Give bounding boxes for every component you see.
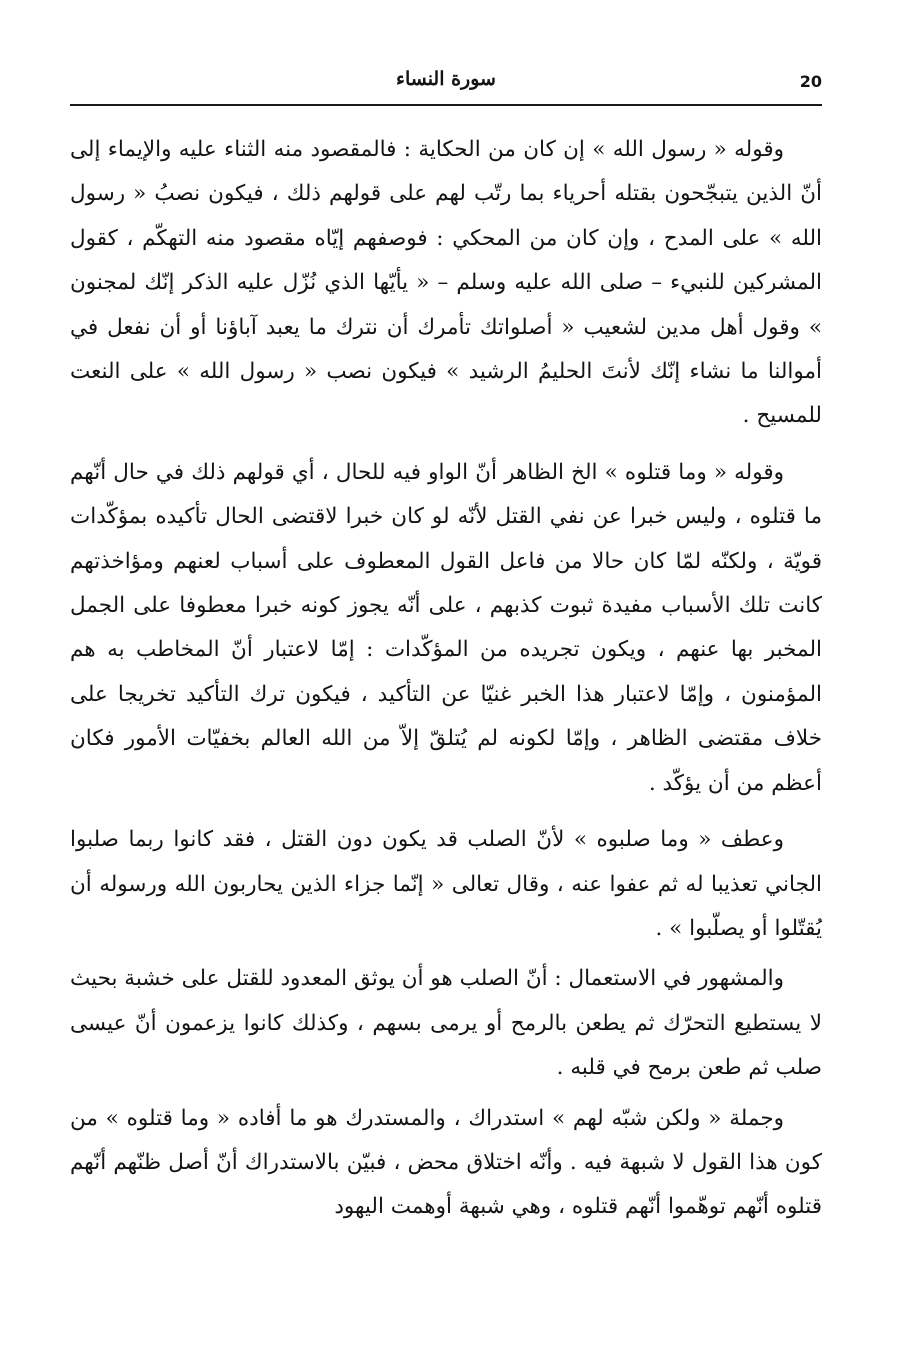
running-title: سورة النساء [396,68,496,90]
body-text [70,128,822,1242]
page-header [70,68,822,106]
page-number: 20 [799,72,822,91]
paragraph-4: والمشهور في الاستعمال : أنّ الصلب هو أن يوثق المعدود للقتل على خشبة بحيث لا يستطيع التحرّك ثم يطعن بالرمح أو يرمى بسهم ، وكذلك كانوا يزعمون أنّ عيسى صلب ثم طعن برمح في قلبه . [70,966,822,1081]
paragraph-5: وجملة « ولكن شبّه لهم » استدراك ، والمستدرك هو ما أفاده « وما قتلوه » من كون هذا القول لا شبهة فيه . وأنّه اختلاق محض ، فبيّن بالاستدراك أنّ أصل ظنّهم أنّهم قتلوه أنّهم توهّموا أنّهم قتلوه ، وهي شبهة أوهمت اليهود [70,1105,822,1220]
paragraph-3: وعطف « وما صلبوه » لأنّ الصلب قد يكون دون القتل ، فقد كانوا ربما صلبوا الجاني تعذيبا له ثم عفوا عنه ، وقال تعالى « إنّما جزاء الذين يحاربون الله ورسوله أن يُقتّلوا أو يصلّبوا » . [70,827,822,941]
paragraph-2: وقوله « وما قتلوه » الخ الظاهر أنّ الواو فيه للحال ، أي قولهم ذلك في حال أنّهم ما قتلوه ، وليس خبرا عن نفي القتل لأنّه لو كان خبرا لاقتضى الحال تأكيده بمؤكّدات قويّة ، ولكنّه لمّا كان حالا من فاعل القول المعطوف على أسباب لعنهم ومؤاخذتهم كانت تلك الأسباب مفيدة ثبوت كذبهم ، على أنّه يجوز كونه خبرا معطوفا على الجمل المخبر بها عنهم ، ويكون تجريده من المؤكّدات : إمّا لاعتبار أنّ المخاطب به هم المؤمنون ، وإمّا لاعتبار هذا الخبر غنيّا عن التأكيد ، فيكون ترك التأكيد تخريجا على خلاف مقتضى الظاهر ، وإمّا لكونه لم يُتلقّ إلاّ من الله العالم بخفيّات الأمور فكان أعظم من أن يؤكّد . [70,459,822,796]
paragraph-1: وقوله « رسول الله » إن كان من الحكاية : فالمقصود منه الثناء عليه والإيماء إلى أنّ الذين يتبجّحون بقتله أحرياء بما رتّب لهم على قولهم ذلك ، فيكون نصبُ « رسول الله » على المدح ، وإن كان من المحكي : فوصفهم إيّاه مقصود منه التهكّم ، كقول المشركين للنبيء – صلى الله عليه وسلم – « يأيّها الذي نُزّل عليه الذكر إنّك لمجنون » وقول أهل مدين لشعيب « أصلواتك تأمرك أن نترك ما يعبد آباؤنا أو أن نفعل في أموالنا ما نشاء إنّك لأنتَ الحليمُ الرشيد » فيكون نصب « رسول الله » على النعت للمسيح . [70,137,822,429]
